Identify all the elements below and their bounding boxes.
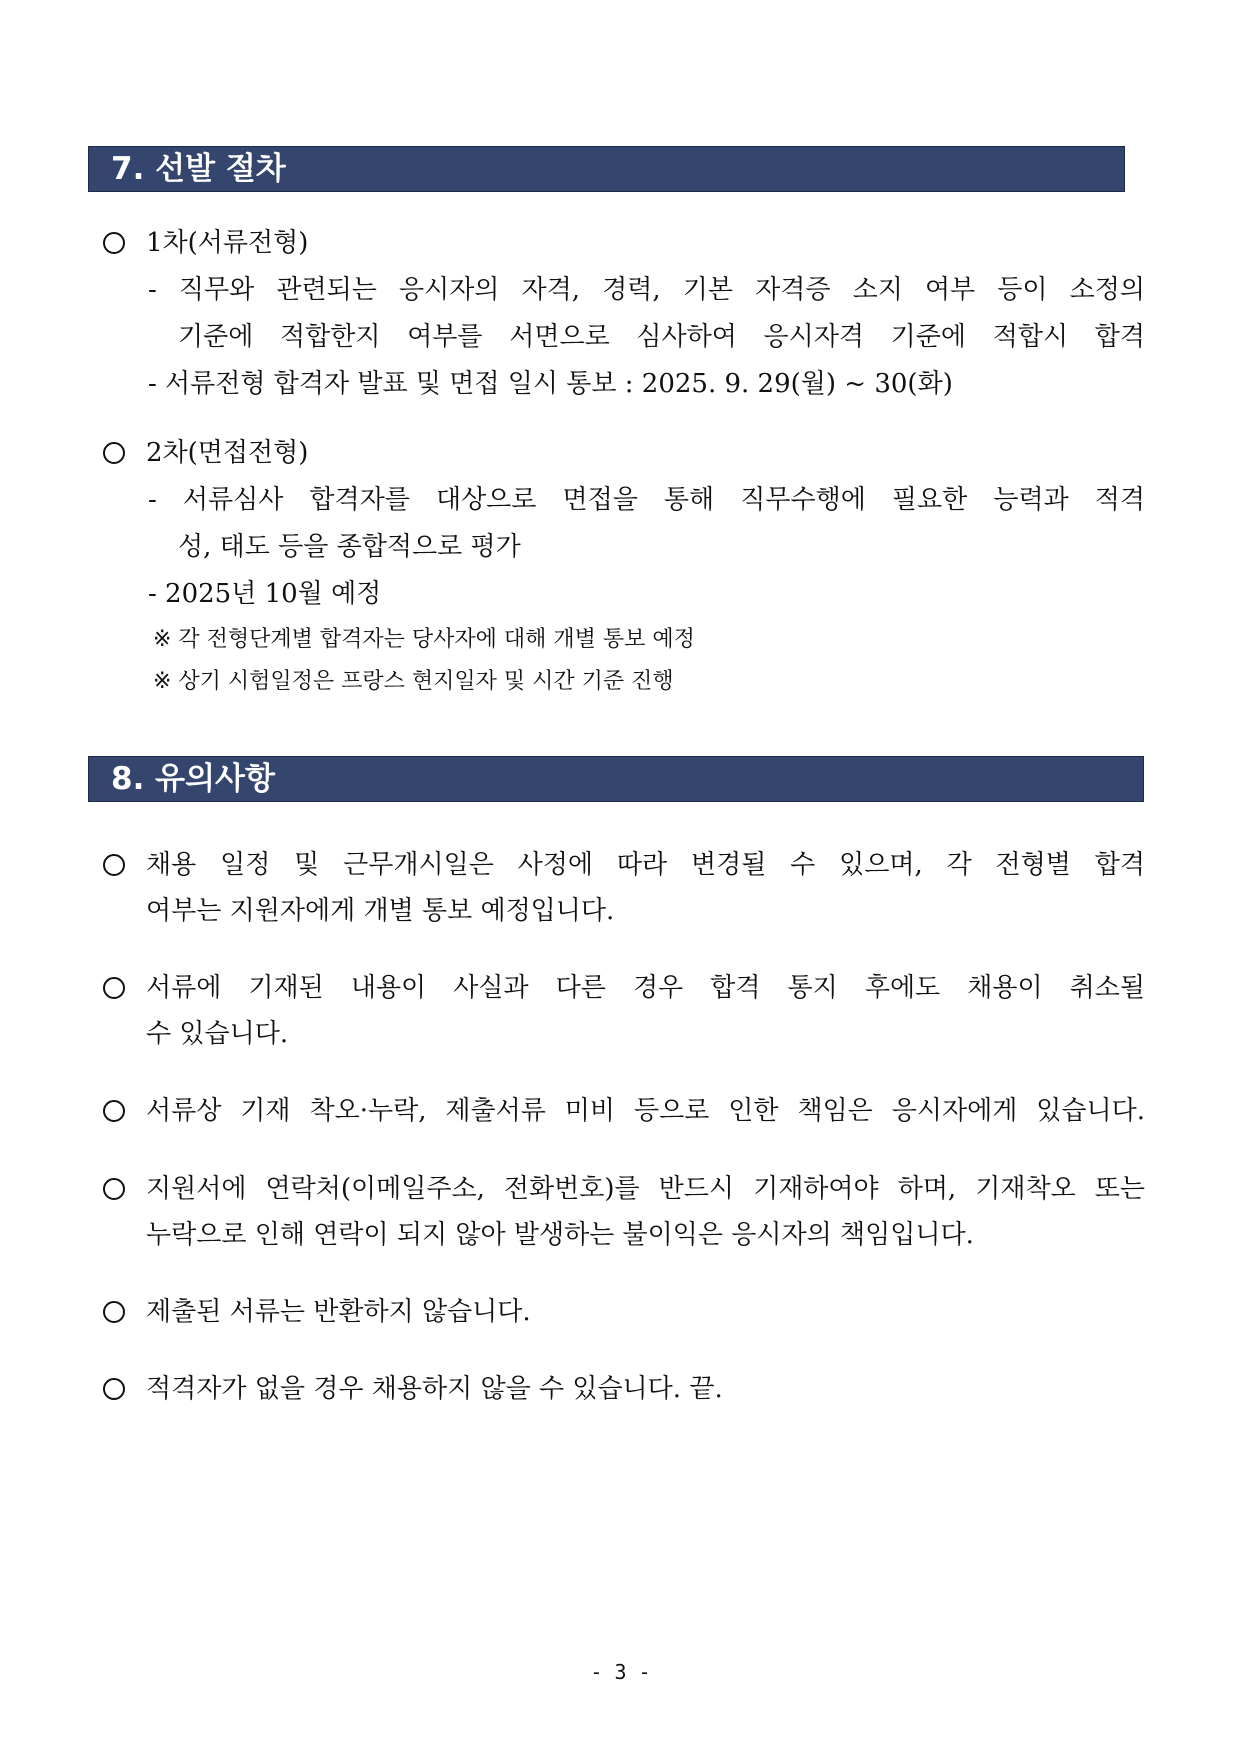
notice-item: [103, 971, 1145, 1051]
section-header-selection-procedure: 7. 선발 절차: [88, 146, 1125, 192]
circle-bullet-icon: [103, 1100, 125, 1122]
stage2-block: [103, 436, 1145, 696]
stage2-schedule: - 2025년 10월 예정: [148, 579, 382, 609]
stage2-desc-line1: - 서류심사 합격자를 대상으로 면접을 통해 직무수행에 필요한 능력과 적격: [148, 485, 1145, 515]
circle-bullet-icon: [103, 232, 125, 254]
notice-item: [103, 848, 1145, 928]
page-number: - 3 -: [590, 1660, 651, 1684]
notice-item: [103, 1295, 1145, 1335]
stage1-block: [103, 226, 1145, 416]
section-header-notes: 8. 유의사항: [88, 756, 1144, 802]
notice-line1: 서류에 기재된 내용이 사실과 다른 경우 합격 통지 후에도 채용이 취소될: [146, 973, 1145, 1003]
notice-line1: 채용 일정 및 근무개시일은 사정에 따라 변경될 수 있으며, 각 전형별 합격: [146, 850, 1145, 880]
notice-line1: 적격자가 없을 경우 채용하지 않을 수 있습니다. 끝.: [146, 1374, 723, 1404]
notice-line1: 제출된 서류는 반환하지 않습니다.: [146, 1297, 531, 1327]
circle-bullet-icon: [103, 1301, 125, 1323]
circle-bullet-icon: [103, 1378, 125, 1400]
notice-item: [103, 1172, 1145, 1252]
notice-line2: 여부는 지원자에게 개별 통보 예정입니다.: [146, 896, 615, 926]
circle-bullet-icon: [103, 977, 125, 999]
stage2-note2: ※ 상기 시험일정은 프랑스 현지일자 및 시간 기준 진행: [153, 669, 674, 694]
notice-item: [103, 1372, 1145, 1412]
notice-line2: 수 있습니다.: [146, 1019, 289, 1049]
stage2-heading: 2차(면접전형): [146, 438, 309, 468]
stage1-desc-line2: 기준에 적합한지 여부를 서면으로 심사하여 응시자격 기준에 적합시 합격: [178, 322, 1145, 352]
circle-bullet-icon: [103, 442, 125, 464]
stage1-heading: 1차(서류전형): [146, 228, 309, 258]
circle-bullet-icon: [103, 854, 125, 876]
circle-bullet-icon: [103, 1178, 125, 1200]
notice-item: [103, 1094, 1145, 1134]
stage1-desc-line1: - 직무와 관련되는 응시자의 자격, 경력, 기본 자격증 소지 여부 등이 소정의: [148, 275, 1145, 305]
stage1-announcement: - 서류전형 합격자 발표 및 면접 일시 통보 : 2025. 9. 29(월) ~ 30(화): [148, 369, 953, 399]
stage2-note1: ※ 각 전형단계별 합격자는 당사자에 대해 개별 통보 예정: [153, 627, 695, 652]
stage2-desc-line2: 성, 태도 등을 종합적으로 평가: [178, 532, 521, 562]
notice-line1: 서류상 기재 착오·누락, 제출서류 미비 등으로 인한 책임은 응시자에게 있습니다.: [146, 1096, 1145, 1126]
notice-line2: 누락으로 인해 연락이 되지 않아 발생하는 불이익은 응시자의 책임입니다.: [146, 1220, 974, 1250]
notice-line1: 지원서에 연락처(이메일주소, 전화번호)를 반드시 기재하여야 하며, 기재착오 또는: [146, 1174, 1145, 1204]
